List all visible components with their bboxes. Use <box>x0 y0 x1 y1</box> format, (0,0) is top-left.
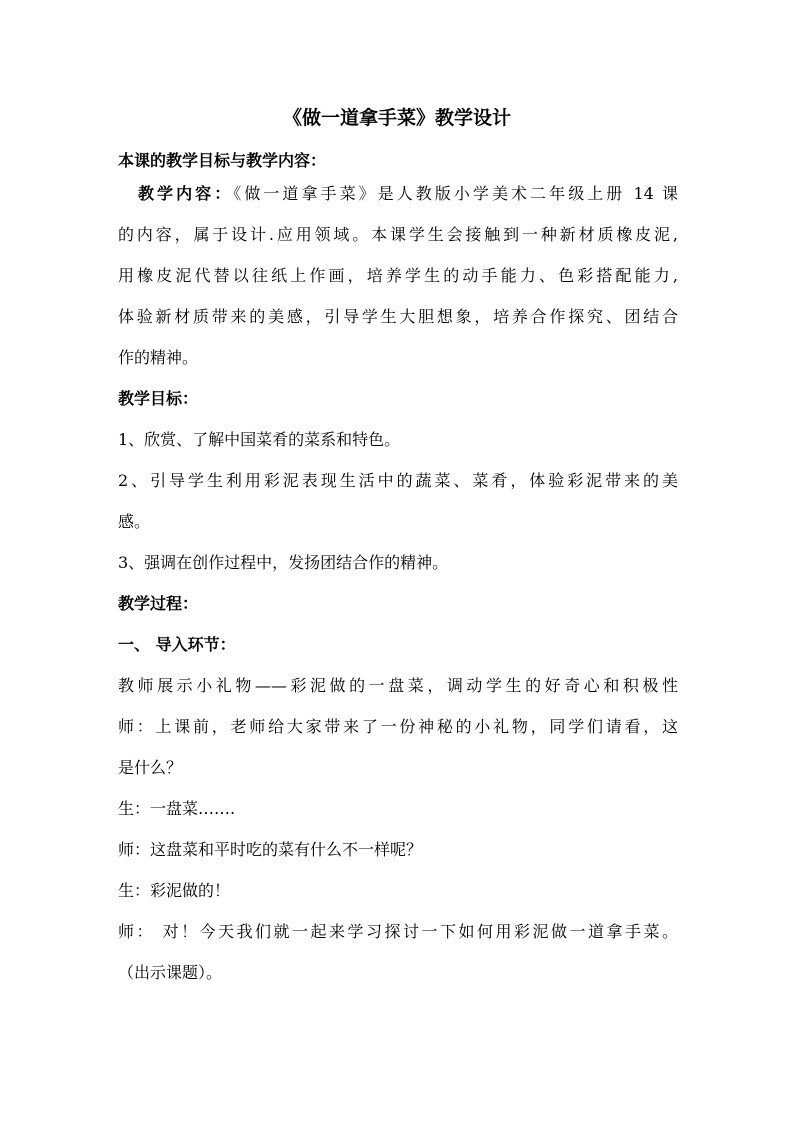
objective-item-2-line-2: 感。 <box>118 512 151 531</box>
content-paragraph-line-2: 的内容，属于设计.应用领域。本课学生会接触到一种新材质橡皮泥, <box>118 225 678 244</box>
process-line: （出示课题）。 <box>118 963 223 982</box>
document-title: 《做一道拿手菜》教学设计 <box>282 107 511 129</box>
objective-item-3: 3、强调在创作过程中，发扬团结合作的精神。 <box>118 553 449 572</box>
section-heading-goals-content: 本课的教学目标与教学内容： <box>118 151 327 170</box>
process-step-1-heading: 一、 导入环节： <box>118 635 236 654</box>
content-label: 教学内容： <box>138 184 234 203</box>
process-line: 是什么？ <box>118 758 183 777</box>
content-paragraph-line-5: 作的精神。 <box>118 348 199 367</box>
document-body <box>118 144 678 989</box>
process-line: 生：彩泥做的！ <box>118 881 231 900</box>
content-paragraph-line-4: 体验新材质带来的美感，引导学生大胆想象，培养合作探究、团结合 <box>118 307 678 326</box>
process-line: 师： 对！今天我们就一起来学习探讨一下如何用彩泥做一道拿手菜。 <box>118 922 678 941</box>
content-paragraph-line-1 <box>118 177 678 210</box>
content-text: 《做一道拿手菜》是人教版小学美术二年级上册 14 课 <box>233 184 678 203</box>
process-line: 师：上课前，老师给大家带来了一份神秘的小礼物，同学们请看，这 <box>118 717 678 736</box>
section-heading-process: 教学过程： <box>118 594 199 613</box>
process-line: 教师展示小礼物——彩泥做的一盘菜，调动学生的好奇心和积极性 <box>118 676 678 695</box>
process-line: 师：这盘菜和平时吃的菜有什么不一样呢？ <box>118 840 423 859</box>
content-paragraph-line-3: 用橡皮泥代替以往纸上作画，培养学生的动手能力、色彩搭配能力, <box>118 266 678 285</box>
section-heading-objectives: 教学目标： <box>118 389 199 408</box>
objective-item-2-line-1: 2、引导学生利用彩泥表现生活中的蔬菜、菜肴，体验彩泥带来的美 <box>118 471 678 490</box>
process-line: 生：一盘菜……. <box>118 799 236 818</box>
objective-item-1: 1、欣赏、了解中国菜肴的菜系和特色。 <box>118 430 401 449</box>
